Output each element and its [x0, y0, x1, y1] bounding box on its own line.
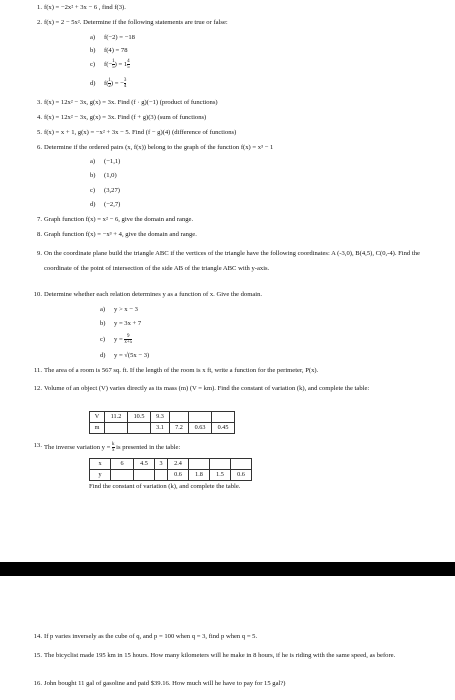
question-6: 6. Determine if the ordered pairs (x, f(x)) belong to the graph of the function f(x) = x³ − 1 [37, 144, 274, 151]
fraction: $\frac{4}{5}$ [127, 59, 130, 70]
question-11: 11. The area of a room is 567 sq. ft. If the length of the room is x ft, write a function for the perimeter, P(x). [34, 367, 319, 374]
q6-item-a: a) (−1,1) [90, 158, 121, 165]
page-separator [0, 562, 455, 576]
table-12 [89, 411, 235, 434]
question-1 [37, 4, 444, 12]
q6-item-d: d) (−2,7) [90, 201, 121, 208]
q2-item-c: c) f(− $\frac{1}{5}$ ) = 1 $\frac{4}{5}$ [90, 59, 130, 70]
question-8: 8. Graph function f(x) = −x³ + 4, give the domain and range. [37, 231, 197, 238]
question-number: 2. [37, 19, 42, 26]
question-2 [37, 19, 444, 27]
question-16: 16. John bought 11 gal of gasoline and paid $39.16. How much will he have to pay for 15 gal?) [33, 680, 286, 687]
fraction: $\frac{9}{x+5}$ [124, 334, 133, 345]
fraction: $\frac{1}{2}$ [108, 78, 111, 89]
fraction: $\frac{k}{x}$ [112, 442, 115, 453]
q13-instruction: Find the constant of variation (k), and complete the table. [89, 483, 241, 490]
question-9: 9. On the coordinate plane build the triangle ABC if the vertices of the triangle have the following coordinates: A (-3,0), B(4,5), C(0,-4). Find the coordinate of the point of intersection of the side AB of the triangle ABC with y-axis. [37, 250, 420, 272]
question-number: 1. [37, 4, 42, 11]
table-row: V 11.2 10.5 9.3 [90, 412, 235, 423]
question-7: 7. Graph function f(x) = x² − 6, give the domain and range. [37, 216, 194, 223]
q6-item-b: b) (1,0) [90, 172, 117, 179]
question-text: f(x) = −2x² + 3x − 6 , find f(3). [44, 4, 126, 11]
question-15: 15. The bicyclist made 195 km in 15 hours. How many kilometers will he make in 8 hours, if he is riding with the same speed, as before. [33, 652, 396, 659]
fraction: $\frac{1}{5}$ [112, 59, 115, 70]
q10-item-a: a) y > x − 3 [100, 306, 138, 313]
question-4: 4. f(x) = 12x² − 3x, g(x) = 3x. Find (f + g)(3) (sum of functions) [37, 114, 207, 121]
q6-item-c: c) (3,27) [90, 187, 120, 194]
question-12: 12. Volume of an object (V) varies directly as its mass (m) (V = km). Find the constant of variation (k), and complete the table: [33, 385, 370, 392]
question-10: 10. Determine whether each relation determines y as a function of x. Give the domain. [33, 291, 263, 298]
table-row: y 0.6 1.8 1.5 0.6 [90, 470, 252, 481]
question-text: f(x) = 2 − 5x². Determine if the following statements are true or false: [44, 19, 228, 26]
q2-item-d: d) f( $\frac{1}{2}$ ) = − $\frac{3}{4}$ [90, 78, 127, 89]
q10-item-b: b) y = 3x + 7 [100, 320, 142, 327]
question-3: 3. f(x) = 12x² − 3x, g(x) = 3x. Find (f · g)(−1) (product of functions) [37, 99, 218, 106]
question-5: 5. f(x) = x + 1, g(x) = −x² + 3x − 5. Find (f − g)(4) (difference of functions) [37, 129, 237, 136]
q10-item-c: c) y = $\frac{9}{x+5}$ [100, 334, 133, 345]
question-13: 13. The inverse variation y = $\frac{k}{x}$ is presented in the table: [33, 442, 181, 453]
question-14: 14. If p varies inversely as the cube of q, and p = 100 when q = 3, find p when q = 5. [33, 633, 258, 640]
table-row: m 3.1 7.2 0.63 0.45 [90, 423, 235, 434]
fraction: $\frac{3}{4}$ [123, 78, 127, 89]
table-row: x 6 4.5 3 2.4 [90, 459, 252, 470]
q2-item-b: b) f(4) = 78 [90, 47, 128, 54]
q10-item-d: d) y = √(5x − 3) [100, 352, 150, 359]
q2-item-a: a) f(−2) = −18 [90, 34, 135, 41]
table-13 [89, 458, 252, 481]
